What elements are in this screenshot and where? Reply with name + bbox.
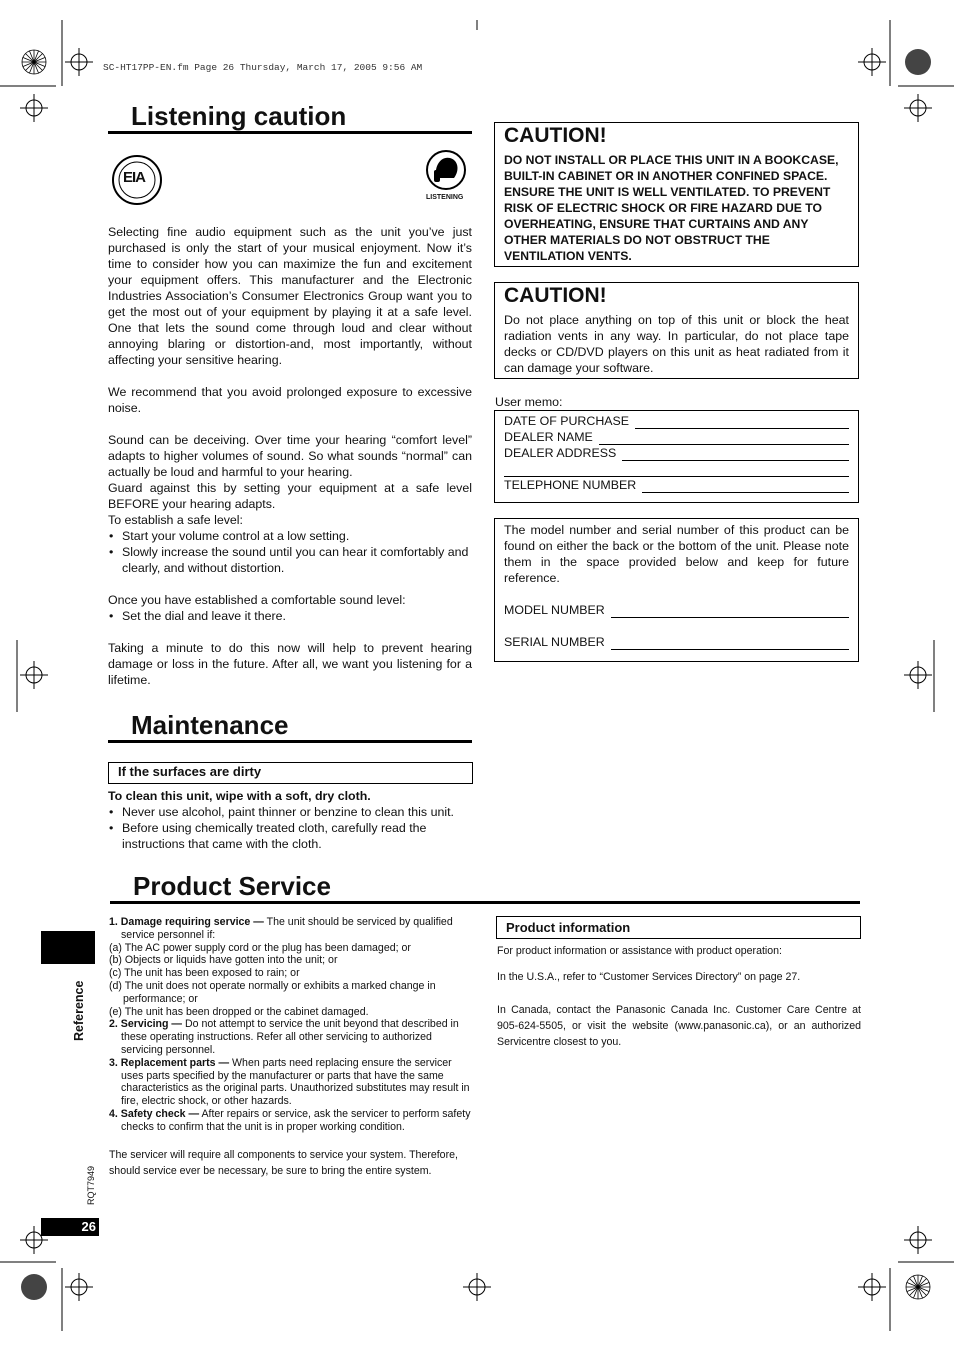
model-number-row: [504, 602, 849, 618]
listening-paragraph-3: Sound can be deceiving. Over time your hearing “comfort level” adapts to higher volumes of sound. So what sounds “normal” can actually be loud and harmful to your hearing.: [108, 433, 472, 479]
crosshair-mark-top-right-b: [904, 94, 932, 122]
cleaning-tips: [108, 804, 472, 852]
service-item-4: [109, 1108, 473, 1134]
list-item: • Start your volume control at a low setting.: [122, 528, 472, 544]
product-information-body: [497, 944, 861, 1050]
model-number-label: MODEL NUMBER: [504, 603, 605, 617]
crosshair-mark-bottom-center: [463, 1273, 491, 1301]
list-item: • Before using chemically treated cloth, carefully read the instructions that came with the cloth.: [122, 820, 472, 852]
listening-paragraph-1: Selecting fine audio equipment such as the unit you’ve just purchased is only the start of your musical enjoyment. Now it’s time to consider how you can maximize the fun and excitement your equipment offers. This manufacturer and the Electronic Industries Association’s Consumer Electronics Group want you to get the most out of your equipment by playing it at a safe level. One that lets the sound come through loud and clear without annoying blaring or distortion-and, most importantly, without affecting your sensitive hearing.: [108, 225, 472, 367]
product-info-paragraph-2: In the U.S.A., refer to “Customer Services Directory” on page 27.: [497, 971, 801, 983]
maintenance-bold-line: To clean this unit, wipe with a soft, dry cloth.: [108, 789, 371, 803]
service-item-1b: (b) Objects or liquids have gotten into the unit; or: [109, 954, 338, 967]
product-info-paragraph-1: For product information or assistance with product operation:: [497, 945, 782, 957]
solid-target-mark-top-right: [905, 49, 931, 75]
surfaces-dirty-subhead: If the surfaces are dirty: [108, 762, 473, 784]
service-closing-text: The servicer will require all components to service your system. Therefore, should service ever be necessary, be sure to bring the entire system.: [109, 1148, 458, 1177]
listening-logo: [420, 148, 472, 208]
service-item-3: [109, 1057, 473, 1108]
dealer-name-row: [504, 429, 849, 445]
model-serial-box: [494, 518, 859, 662]
listening-paragraph-7: Taking a minute to do this now will help to prevent hearing damage or loss in the future. After all, we want you listening for a lifetime.: [108, 641, 472, 687]
crosshair-mark-top-left-a: [65, 48, 93, 76]
telephone-label: TELEPHONE NUMBER: [504, 478, 637, 492]
date-of-purchase-label: DATE OF PURCHASE: [504, 414, 630, 428]
service-item-1d: (d) The unit does not operate normally or exhibits a marked change in performance; or: [109, 979, 436, 1005]
solid-target-mark-bottom-left: [21, 1274, 47, 1300]
product-service-title: Product Service: [110, 871, 860, 904]
dealer-name-field[interactable]: [599, 432, 849, 445]
dealer-address-field-2[interactable]: [504, 464, 849, 477]
listening-paragraph-2: We recommend that you avoid prolonged exposure to excessive noise.: [108, 385, 472, 415]
service-item-1c: (c) The unit has been exposed to rain; or: [109, 967, 300, 980]
list-item: • Never use alcohol, paint thinner or benzine to clean this unit.: [122, 804, 472, 820]
service-item-1-heading: 1. Damage requiring service —: [109, 916, 264, 928]
date-of-purchase-row: [504, 413, 849, 429]
crosshair-mark-bottom-left-b: [65, 1273, 93, 1301]
reference-label: Reference: [72, 980, 86, 1041]
service-item-3-heading: 3. Replacement parts —: [109, 1056, 230, 1069]
telephone-field[interactable]: [642, 480, 849, 493]
model-serial-text: The model number and serial number of this product can be found on either the back or the bottom of the unit. Please note them in the space provided below and keep for future reference.: [504, 523, 849, 585]
product-information-subhead: Product information: [496, 916, 861, 939]
caution-heading: CAUTION!: [504, 284, 607, 307]
listening-caution-title: Listening caution: [108, 101, 472, 134]
dealer-address-row-2: [504, 461, 849, 477]
product-service-list: [109, 916, 473, 1179]
caution-heading: CAUTION!: [504, 124, 607, 147]
serial-number-row: [504, 634, 849, 650]
starburst-mark-top-left: [22, 50, 46, 74]
maintenance-title: Maintenance: [108, 710, 472, 743]
reference-tab: [41, 931, 95, 964]
crosshair-mark-top-left-b: [20, 94, 48, 122]
dealer-address-label: DEALER ADDRESS: [504, 446, 617, 460]
listening-paragraph-6: Once you have established a comfortable sound level:: [108, 593, 406, 607]
maintenance-body: [108, 788, 472, 852]
service-item-2-text: Do not attempt to service the unit beyond that described in these operating instructions. Refer all other servicing to authorized servicing personnel.: [121, 1018, 459, 1056]
service-item-2: [109, 1018, 473, 1056]
serial-number-label: SERIAL NUMBER: [504, 635, 605, 649]
listening-caution-body: [108, 224, 472, 688]
user-memo-label: User memo:: [495, 395, 563, 409]
service-item-1e: (e) The unit has been dropped or the cabinet damaged.: [109, 1005, 369, 1018]
service-item-4-heading: 4. Safety check —: [109, 1107, 200, 1120]
listening-paragraph-4: Guard against this by setting your equipment at a safe level BEFORE your hearing adapts.: [108, 481, 472, 511]
crosshair-mark-bottom-right-a: [904, 1226, 932, 1254]
user-memo-box: [494, 410, 859, 503]
service-item-1a: (a) The AC power supply cord or the plug has been damaged; or: [109, 941, 411, 954]
serial-number-field[interactable]: [611, 637, 849, 650]
crosshair-mark-top-right-a: [858, 48, 886, 76]
crosshair-mark-bottom-right-b: [858, 1273, 886, 1301]
page-number: 26: [41, 1218, 99, 1236]
comfortable-level-steps: [108, 608, 472, 624]
list-item: • Slowly increase the sound until you can hear it comfortably and clearly, and without distortion.: [122, 544, 472, 576]
document-code: RQT7949: [86, 1165, 96, 1205]
caution-ventilation-text: DO NOT INSTALL OR PLACE THIS UNIT IN A BOOKCASE, BUILT-IN CABINET OR IN ANOTHER CONFINED SPACE. ENSURE THE UNIT IS WELL VENTILATED. TO PREVENT RISK OF ELECTRIC SHOCK OR FIRE HAZARD DUE TO OVERHEATING, ENSURE THAT CURTAINS AND ANY OTHER MATERIALS DO NOT OBSTRUCT THE VENTILATION VENTS.: [504, 153, 839, 263]
caution-box-heat: [494, 282, 859, 379]
dealer-address-row: [504, 445, 849, 461]
eia-logo-text: EIA: [123, 169, 146, 186]
dealer-name-label: DEALER NAME: [504, 430, 593, 444]
service-item-2-heading: 2. Servicing —: [109, 1018, 183, 1031]
eia-logo: [111, 154, 165, 206]
caution-heat-text: Do not place anything on top of this unit or block the heat radiation vents in any way. In particular, do not place tape decks or CD/DVD players on this unit as heat radiated from it can damage your software.: [504, 313, 849, 375]
service-item-3-text: When parts need replacing ensure the servicer uses parts specified by the manufacturer or parts that have the same characteristics as the original parts. Unauthorized substitutes may result in fire, electric shock, or other hazards.: [121, 1056, 470, 1108]
starburst-mark-bottom-right: [906, 1275, 930, 1299]
safe-level-steps: [108, 528, 472, 576]
telephone-row: [504, 477, 849, 493]
listening-paragraph-5: To establish a safe level:: [108, 513, 243, 527]
model-number-field[interactable]: [611, 605, 849, 618]
dealer-address-field[interactable]: [622, 448, 849, 461]
caution-box-ventilation: [494, 122, 859, 267]
crosshair-mark-mid-right: [904, 661, 932, 689]
date-of-purchase-field[interactable]: [635, 416, 849, 429]
service-item-1: [109, 916, 473, 942]
crosshair-mark-mid-left: [20, 661, 48, 689]
file-header-line: SC-HT17PP-EN.fm Page 26 Thursday, March 17, 2005 9:56 AM: [103, 62, 423, 73]
product-info-paragraph-3: In Canada, contact the Panasonic Canada Inc. Customer Care Centre at 905-624-5505, or visit the website (www.panasonic.ca), or an authorized Servicentre closest to you.: [497, 1004, 861, 1048]
list-item: • Set the dial and leave it there.: [122, 608, 472, 624]
service-item-1-text: The unit should be serviced by qualified service personnel if:: [121, 916, 453, 941]
listening-logo-text: LISTENING: [426, 194, 464, 201]
service-item-4-text: After repairs or service, ask the servicer to perform safety checks to confirm that the unit is in proper working condition.: [121, 1107, 471, 1133]
